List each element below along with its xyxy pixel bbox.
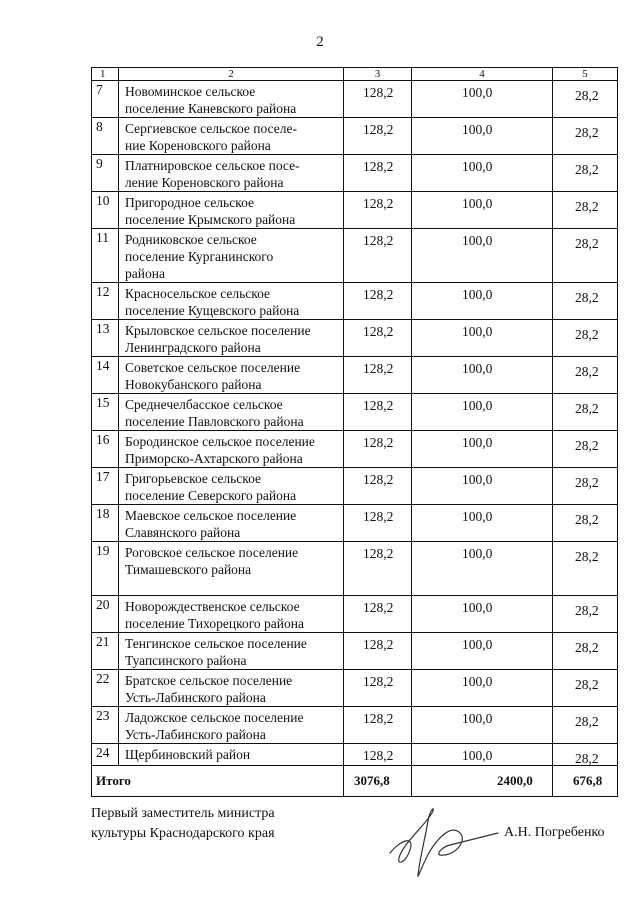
- table-row: [92, 229, 618, 283]
- row-name-line: поселение Каневского района: [125, 101, 297, 116]
- row-value-col5: 28,2: [553, 596, 618, 633]
- row-value-col5: 28,2: [553, 320, 618, 357]
- row-value-col3: 128,2: [344, 118, 412, 155]
- total-col4: 2400,0: [412, 766, 553, 797]
- row-value-col4: 100,0: [412, 633, 553, 670]
- row-name: [119, 596, 344, 633]
- row-value-col5: 28,2: [553, 670, 618, 707]
- row-value-col4: 100,0: [412, 431, 553, 468]
- row-value-col5: 28,2: [553, 229, 618, 283]
- row-name-line: Новокубанского района: [125, 377, 262, 392]
- row-name-line: поселение Курганинского: [125, 249, 274, 264]
- row-number: 21: [92, 633, 119, 670]
- row-name-line: ние Кореновского района: [125, 138, 271, 153]
- row-value-col3: 128,2: [344, 394, 412, 431]
- row-number: 19: [92, 542, 119, 596]
- table-header-row: [92, 68, 618, 81]
- table-row: [92, 744, 618, 766]
- table-row: [92, 155, 618, 192]
- row-name-line: Приморско-Ахтарского района: [125, 451, 303, 466]
- row-name-line: Григорьевское сельское: [125, 471, 262, 486]
- row-name: [119, 357, 344, 394]
- header-col-2: 2: [119, 68, 344, 81]
- row-value-col4: 100,0: [412, 229, 553, 283]
- row-name: [119, 633, 344, 670]
- row-value-col3: 128,2: [344, 192, 412, 229]
- row-value-col3: 128,2: [344, 744, 412, 766]
- row-value-col4: 100,0: [412, 707, 553, 744]
- row-value-col3: 128,2: [344, 670, 412, 707]
- row-value-col3: 128,2: [344, 357, 412, 394]
- row-name: [119, 394, 344, 431]
- row-number: 16: [92, 431, 119, 468]
- row-name-line: Тенгинское сельское поселение: [125, 636, 307, 651]
- table-row: [92, 320, 618, 357]
- row-value-col4: 100,0: [412, 81, 553, 118]
- table-row: [92, 431, 618, 468]
- row-value-col5: 28,2: [553, 542, 618, 596]
- table-row: [92, 505, 618, 542]
- row-value-col3: 128,2: [344, 155, 412, 192]
- row-name: [119, 229, 344, 283]
- row-value-col3: 128,2: [344, 707, 412, 744]
- row-number: 8: [92, 118, 119, 155]
- row-name: [119, 192, 344, 229]
- row-value-col4: 100,0: [412, 505, 553, 542]
- row-name: [119, 707, 344, 744]
- row-name-line: Советское сельское поселение: [125, 360, 301, 375]
- row-name-line: Крыловское сельское поселение: [125, 323, 311, 338]
- row-value-col3: 128,2: [344, 283, 412, 320]
- signer-title-line1: Первый заместитель министра: [91, 806, 275, 821]
- row-name-line: поселение Тихорецкого района: [125, 616, 304, 631]
- table-row: [92, 670, 618, 707]
- row-name: [119, 431, 344, 468]
- row-name: [119, 505, 344, 542]
- row-name-line: Славянского района: [125, 525, 241, 540]
- row-value-col4: 100,0: [412, 357, 553, 394]
- row-name-line: Новоминское сельское: [125, 84, 256, 99]
- row-name-line: Туапсинского района: [125, 653, 247, 668]
- signer-title: [91, 804, 275, 844]
- row-name-line: поселение Павловского района: [125, 414, 304, 429]
- row-value-col3: 128,2: [344, 468, 412, 505]
- row-value-col5: 28,2: [553, 431, 618, 468]
- row-number: 24: [92, 744, 119, 766]
- budget-table: [91, 67, 618, 797]
- row-value-col4: 100,0: [412, 283, 553, 320]
- row-value-col5: 28,2: [553, 357, 618, 394]
- row-value-col5: 28,2: [553, 81, 618, 118]
- total-col3: 3076,8: [344, 766, 412, 797]
- table-row: [92, 192, 618, 229]
- row-value-col5: 28,2: [553, 707, 618, 744]
- table-row: [92, 633, 618, 670]
- row-value-col3: 128,2: [344, 633, 412, 670]
- row-value-col4: 100,0: [412, 542, 553, 596]
- table-row: [92, 283, 618, 320]
- header-col-3: 3: [344, 68, 412, 81]
- row-name-line: поселение Крымского района: [125, 212, 296, 227]
- row-name-line: Маевское сельское поселение: [125, 508, 297, 523]
- row-value-col3: 128,2: [344, 596, 412, 633]
- row-value-col5: 28,2: [553, 394, 618, 431]
- row-name: [119, 118, 344, 155]
- row-name-line: Ленинградского района: [125, 340, 261, 355]
- row-name: [119, 670, 344, 707]
- total-row: [92, 766, 618, 797]
- row-value-col5: 28,2: [553, 468, 618, 505]
- row-name-line: Усть-Лабинского района: [125, 727, 266, 742]
- row-number: 22: [92, 670, 119, 707]
- row-number: 12: [92, 283, 119, 320]
- row-name-line: Сергиевское сельское поселе-: [125, 121, 297, 136]
- row-name: [119, 155, 344, 192]
- row-value-col5: 28,2: [553, 118, 618, 155]
- row-name: [119, 468, 344, 505]
- row-value-col3: 128,2: [344, 320, 412, 357]
- row-value-col5: 28,2: [553, 505, 618, 542]
- row-name-line: Пригородное сельское: [125, 195, 254, 210]
- row-value-col4: 100,0: [412, 670, 553, 707]
- row-name-line: поселение Северского района: [125, 488, 297, 503]
- row-value-col3: 128,2: [344, 542, 412, 596]
- header-col-5: 5: [553, 68, 618, 81]
- row-name-line: Среднечелбасское сельское: [125, 397, 283, 412]
- row-name-line: Новорождественское сельское: [125, 599, 300, 614]
- row-value-col4: 100,0: [412, 596, 553, 633]
- row-number: 14: [92, 357, 119, 394]
- signer-title-line2: культуры Краснодарского края: [91, 826, 275, 841]
- row-name-line: [125, 578, 341, 595]
- page-number: 2: [316, 34, 324, 50]
- row-value-col3: 128,2: [344, 81, 412, 118]
- row-value-col4: 100,0: [412, 192, 553, 229]
- row-name: [119, 320, 344, 357]
- handwritten-signature: [370, 795, 510, 885]
- row-number: 9: [92, 155, 119, 192]
- row-value-col5: 28,2: [553, 192, 618, 229]
- row-value-col5: 28,2: [553, 155, 618, 192]
- header-col-1: 1: [92, 68, 119, 81]
- row-value-col3: 128,2: [344, 505, 412, 542]
- row-value-col4: 100,0: [412, 118, 553, 155]
- table-row: [92, 542, 618, 596]
- row-name-line: района: [125, 266, 165, 281]
- table-row: [92, 81, 618, 118]
- row-value-col3: 128,2: [344, 431, 412, 468]
- row-value-col4: 100,0: [412, 468, 553, 505]
- row-number: 7: [92, 81, 119, 118]
- row-number: 17: [92, 468, 119, 505]
- header-col-4: 4: [412, 68, 553, 81]
- row-number: 13: [92, 320, 119, 357]
- row-name: [119, 81, 344, 118]
- row-name-line: Родниковское сельское: [125, 232, 257, 247]
- row-value-col3: 128,2: [344, 229, 412, 283]
- table-row: [92, 468, 618, 505]
- row-name-line: поселение Кущевского района: [125, 303, 300, 318]
- table-row: [92, 596, 618, 633]
- row-number: 10: [92, 192, 119, 229]
- row-number: 23: [92, 707, 119, 744]
- table-row: [92, 707, 618, 744]
- row-value-col4: 100,0: [412, 744, 553, 766]
- row-name-line: Усть-Лабинского района: [125, 690, 266, 705]
- table-row: [92, 118, 618, 155]
- row-value-col4: 100,0: [412, 394, 553, 431]
- row-name-line: Красносельское сельское: [125, 286, 271, 301]
- row-name-line: Щербиновский район: [125, 747, 251, 762]
- row-number: 11: [92, 229, 119, 283]
- row-number: 15: [92, 394, 119, 431]
- row-value-col4: 100,0: [412, 155, 553, 192]
- total-label: Итого: [92, 766, 344, 797]
- row-name-line: Роговское сельское поселение: [125, 545, 299, 560]
- row-name-line: Ладожское сельское поселение: [125, 710, 304, 725]
- row-name: [119, 744, 344, 766]
- table-row: [92, 357, 618, 394]
- table-row: [92, 394, 618, 431]
- row-number: 20: [92, 596, 119, 633]
- row-value-col5: 28,2: [553, 283, 618, 320]
- row-name-line: Тимашевского района: [125, 562, 252, 577]
- row-value-col5: 28,2: [553, 633, 618, 670]
- row-value-col4: 100,0: [412, 320, 553, 357]
- row-name-line: ление Кореновского района: [125, 175, 284, 190]
- row-name-line: Бородинское сельское поселение: [125, 434, 315, 449]
- total-col5: 676,8: [553, 766, 618, 797]
- row-name-line: Братское сельское поселение: [125, 673, 293, 688]
- row-name-line: Платнировское сельское посе-: [125, 158, 300, 173]
- signer-name: А.Н. Погребенко: [504, 825, 605, 840]
- row-number: 18: [92, 505, 119, 542]
- row-value-col5: 28,2: [553, 744, 618, 766]
- row-name: [119, 542, 344, 596]
- row-name: [119, 283, 344, 320]
